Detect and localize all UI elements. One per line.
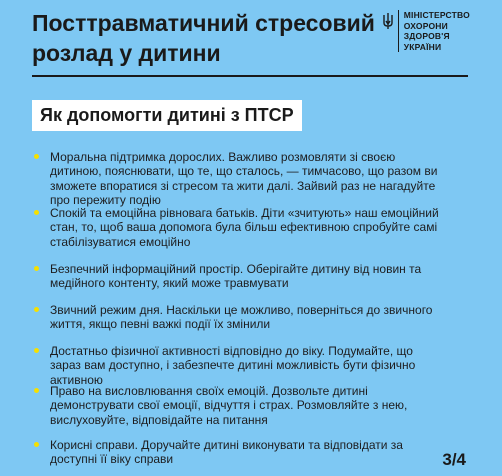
ministry-line-2: ОХОРОНИ xyxy=(403,20,448,31)
list-item xyxy=(34,150,444,207)
list-item xyxy=(34,438,444,467)
ministry-name xyxy=(404,10,470,52)
list-item-text: Безпечний інформаційний простір. Оберігайте дитину від новин та медійного контенту, який може травмувати xyxy=(50,262,422,291)
bullet-dot xyxy=(34,307,39,312)
header-divider xyxy=(32,75,468,77)
bullet-dot xyxy=(34,266,39,271)
header xyxy=(32,8,470,78)
ministry-divider xyxy=(398,10,399,52)
page-title xyxy=(32,8,375,68)
list-item-text: Право на висловлювання своїх емоцій. Дозвольте дитині демонструвати свої емоції, відчуття і страх. Розмовляйте з нею, вислуховуйте, відповідайте на питання xyxy=(50,384,408,427)
ministry-line-4: УКРАЇНИ xyxy=(403,41,442,52)
section-heading: Як допомогти дитині з ПТСР xyxy=(32,100,302,131)
trident-icon xyxy=(382,12,394,30)
bullet-dot xyxy=(34,154,39,159)
list-item-text: Моральна підтримка дорослих. Важливо розмовляти зі своєю дитиною, пояснювати, що те, що сталось, — тимчасово, що разом ви зможете впоратися зі стресом та жити далі. Зайвий раз не нагадуйте про пережиту подію xyxy=(50,150,438,207)
list-item xyxy=(34,384,444,427)
list-item-text: Корисні справи. Доручайте дитині виконувати та відповідати за доступні її віку справи xyxy=(50,438,403,467)
list-item-text: Достатньо фізичної активності відповідно до віку. Подумайте, що зараз вам доступно, і забезпечте дитині можливість бути фізично активною xyxy=(50,344,416,387)
bullet-dot xyxy=(34,210,39,215)
list-item-text: Звичний режим дня. Наскільки це можливо, поверніться до звичного життя, якщо певні важкі події їх змінили xyxy=(50,303,433,332)
bullet-dot xyxy=(34,388,39,393)
bullet-dot xyxy=(34,348,39,353)
ministry-logo xyxy=(382,10,470,52)
list-item xyxy=(34,206,444,249)
list-item-text: Спокій та емоційна рівновага батьків. Діти «зчитують» наш емоційний стан, то, щоб ваша допомога була більш ефективною спробуйте самі стабілізуватися емоційно xyxy=(50,206,439,249)
ministry-line-3: ЗДОРОВ'Я xyxy=(403,31,450,41)
title-line-2: розлад у дитини xyxy=(32,40,221,66)
list-item xyxy=(34,303,444,332)
list-item xyxy=(34,262,444,291)
page-number: 3/4 xyxy=(442,450,466,469)
bullet-dot xyxy=(34,442,39,447)
ministry-line-1: МІНІСТЕРСТВО xyxy=(403,10,470,20)
list-item xyxy=(34,344,444,387)
title-line-1: Посттравматичний стресовий xyxy=(32,10,375,36)
